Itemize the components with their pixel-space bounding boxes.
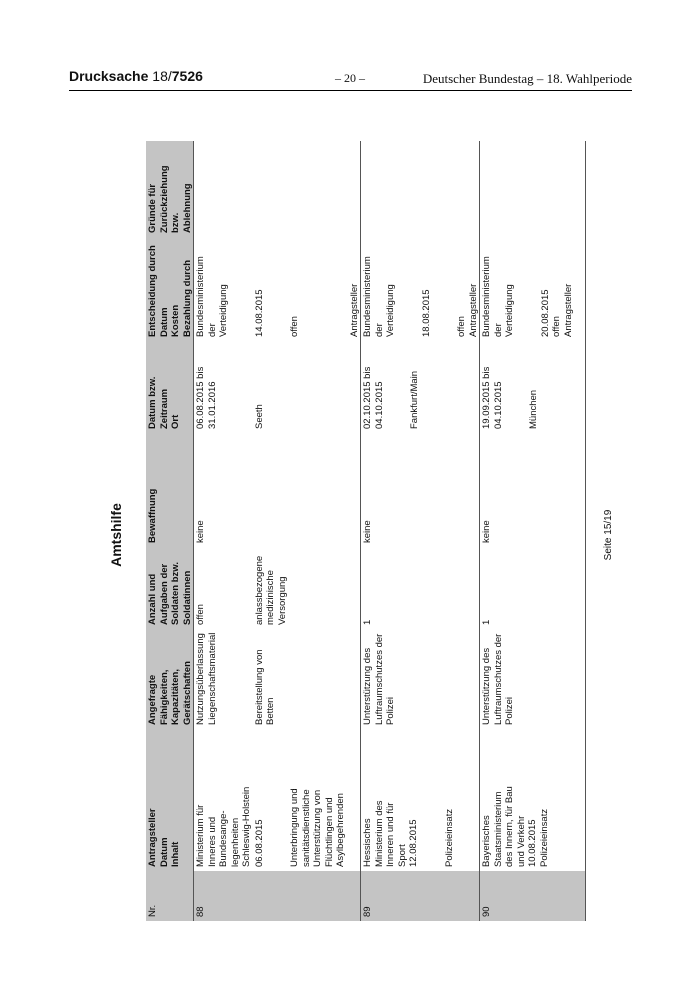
text-line: Verteidigung xyxy=(504,284,515,337)
text-line: Bundesministerium der xyxy=(195,256,218,337)
entscheidung-datum: 14.08.2015 xyxy=(253,289,265,337)
entscheidung-bezahlung: Antragsteller xyxy=(348,283,360,337)
antragsteller-cell xyxy=(253,729,361,871)
text-line: 04.10.2015 xyxy=(373,381,385,429)
anzahl-cell: offen xyxy=(194,547,253,629)
faehigkeiten-cell: Bereitstellung von Betten xyxy=(253,649,276,725)
text-line: Versorgung xyxy=(276,576,288,625)
text-line: Verteidigung xyxy=(218,284,229,337)
text-line: 02.10.2015 bis xyxy=(362,366,373,429)
bewaffnung-cell: keine xyxy=(194,433,253,547)
header-gruende xyxy=(146,141,194,237)
text-line: Verteidigung xyxy=(385,284,396,337)
gruende-cell xyxy=(194,141,253,237)
text-line: Anzahl und xyxy=(147,573,158,625)
anzahl-cell: 1 xyxy=(361,547,480,629)
page-title: Amtshilfe xyxy=(108,503,124,567)
row-number: 88 xyxy=(194,871,253,921)
antrag-date: 06.08.2015 xyxy=(253,819,265,867)
header-anzahl xyxy=(146,547,194,629)
header-divider xyxy=(69,90,632,91)
text-line: Unterstützung des xyxy=(362,647,373,725)
text-line: Angefragte Fähigkeiten, xyxy=(147,669,170,725)
text-line: Ministerium des xyxy=(373,800,385,867)
table-row-90 xyxy=(480,141,575,921)
text-line: Bezahlung durch xyxy=(181,259,193,337)
text-line: Antragsteller xyxy=(147,808,158,867)
table-row-88 xyxy=(194,141,253,921)
entscheidung-kosten: offen xyxy=(289,316,300,337)
text-line: 06.08.2015 bis xyxy=(195,366,206,429)
bewaffnung-cell: keine xyxy=(361,433,480,547)
text-line: Kosten xyxy=(170,304,181,337)
text-line: Asylbegehrenden xyxy=(335,793,346,867)
text-line: Unterstützung von xyxy=(312,789,323,867)
text-line: Inneres und xyxy=(206,816,218,867)
text-line: 10.08.2015 xyxy=(527,819,538,867)
text-line: anlassbezogene xyxy=(253,555,265,625)
text-line: Aufgaben der xyxy=(158,563,170,625)
antragsteller-cell xyxy=(194,729,253,871)
text-line: Polizei xyxy=(504,697,515,725)
text-line: bzw. xyxy=(170,212,181,233)
entscheidung-bezahlung: Antragsteller xyxy=(562,283,574,337)
bewaffnung-cell: keine xyxy=(480,433,575,547)
ort-cell: München xyxy=(528,389,539,429)
table-row-88-detail xyxy=(253,141,361,921)
document-number: Drucksache 18/7526 xyxy=(69,68,203,84)
header-bewaffnung xyxy=(146,433,194,547)
anzahl-cell xyxy=(253,547,361,629)
text-line: 12.08.2015 xyxy=(408,819,419,867)
entscheidung-cell xyxy=(480,237,575,341)
text-line: Ministerium für xyxy=(195,804,206,867)
text-line: 19.09.2015 bis xyxy=(481,366,492,429)
page-footer: Seite 15/19 xyxy=(603,509,614,561)
zeitraum-cell xyxy=(361,341,480,433)
text-line: Soldaten bzw. xyxy=(170,562,181,625)
text-line: Bundesange- xyxy=(218,810,229,867)
table-row-89 xyxy=(361,141,480,921)
text-line: Datum xyxy=(158,837,170,867)
zeitraum-cell xyxy=(480,341,575,433)
text-line: Gerätschaften xyxy=(181,661,193,725)
entscheidung-cell xyxy=(194,237,253,341)
gruende-cell xyxy=(480,141,575,237)
text-line: des Innern, für Bau xyxy=(504,786,515,867)
antrag-inhalt: Polizeieinsatz xyxy=(443,808,455,867)
header-datum xyxy=(146,341,194,433)
entscheidung-datum: 20.08.2015 xyxy=(539,289,551,337)
text-line: Ort xyxy=(170,414,181,429)
faehigkeiten-cell xyxy=(480,629,575,729)
antrag-inhalt xyxy=(289,733,347,867)
header-antragsteller xyxy=(146,729,194,871)
text-line: sanitätsdienstliche xyxy=(300,789,312,867)
text-line: Luftraumschutzes der xyxy=(492,633,504,725)
text-line: 31.01.2016 xyxy=(206,381,218,429)
header-entscheidung xyxy=(146,237,194,341)
row-number: 89 xyxy=(361,871,480,921)
text-line: Bundesministerium der xyxy=(362,256,385,337)
parliament-label: Deutscher Bundestag – 18. Wahlperiode xyxy=(422,71,632,86)
text-line: Inhalt xyxy=(170,841,181,867)
text-line: Flüchtlingen und xyxy=(323,797,335,867)
entscheidung-bezahlung: Antragsteller xyxy=(467,283,479,337)
text-line: 04.10.2015 xyxy=(492,381,504,429)
faehigkeiten-cell xyxy=(194,629,253,729)
faehigkeiten-cell xyxy=(361,629,480,729)
entscheidung-datum: 18.08.2015 xyxy=(420,289,432,337)
entscheidung-cell xyxy=(361,237,480,341)
text-line: Luftraumschutzes der xyxy=(373,633,385,725)
text-line: Datum xyxy=(158,307,170,337)
rotated-page xyxy=(100,145,640,925)
text-line: Zeitraum xyxy=(158,388,170,429)
entscheidung-detail xyxy=(253,237,361,341)
page-number: – 20 – xyxy=(335,71,365,85)
text-line: Ablehnung xyxy=(181,183,193,233)
row-number: 90 xyxy=(480,871,575,921)
text-line: Staatsministerium xyxy=(492,791,504,867)
ort-cell: Fankfurt/Main xyxy=(409,370,420,429)
header-faehigkeiten xyxy=(146,629,194,729)
text-line: Zurückziehung xyxy=(158,165,170,233)
entscheidung-kosten: offen xyxy=(456,316,467,337)
header-row xyxy=(146,141,194,921)
text-line: Soldatinnen xyxy=(181,570,193,625)
anzahl-cell: 1 xyxy=(480,547,575,629)
text-line: Liegenschaftsmaterial xyxy=(206,632,218,725)
antragsteller-cell xyxy=(480,729,575,871)
text-line: Polizei xyxy=(385,697,396,725)
text-line: Hessisches xyxy=(362,818,373,867)
text-line: Unterstützung des xyxy=(481,647,492,725)
amtshilfe-table xyxy=(146,141,586,921)
text-line: Schleswig-Holstein xyxy=(241,786,252,867)
antragsteller-cell xyxy=(361,729,480,871)
text-line: Bayerisches xyxy=(481,815,492,867)
gruende-cell xyxy=(361,141,480,237)
header-nr: Nr. xyxy=(146,871,194,921)
text-line: Datum bzw. xyxy=(147,376,158,429)
text-line: Unterbringung und xyxy=(289,788,300,867)
text-line: Nutzungsüberlassung xyxy=(195,633,206,725)
text-line: Bundesministerium der xyxy=(481,256,504,337)
text-line: Inneren und für xyxy=(385,802,396,867)
text-line: Bewaffnung xyxy=(147,488,158,543)
text-line: Polizeieinsatz xyxy=(538,808,550,867)
text-line: Entscheidung durch xyxy=(147,245,158,337)
zeitraum-cell xyxy=(194,341,253,433)
text-line: medizinische xyxy=(265,570,276,625)
text-line: und Verkehr xyxy=(515,815,527,867)
text-line: legenheiten xyxy=(229,817,241,867)
entscheidung-kosten: offen xyxy=(551,316,562,337)
text-line: Kapazitäten, xyxy=(170,669,181,725)
text-line: Gründe für xyxy=(147,183,158,233)
ort-cell: Seeth xyxy=(253,404,265,429)
text-line: Sport xyxy=(396,844,408,867)
